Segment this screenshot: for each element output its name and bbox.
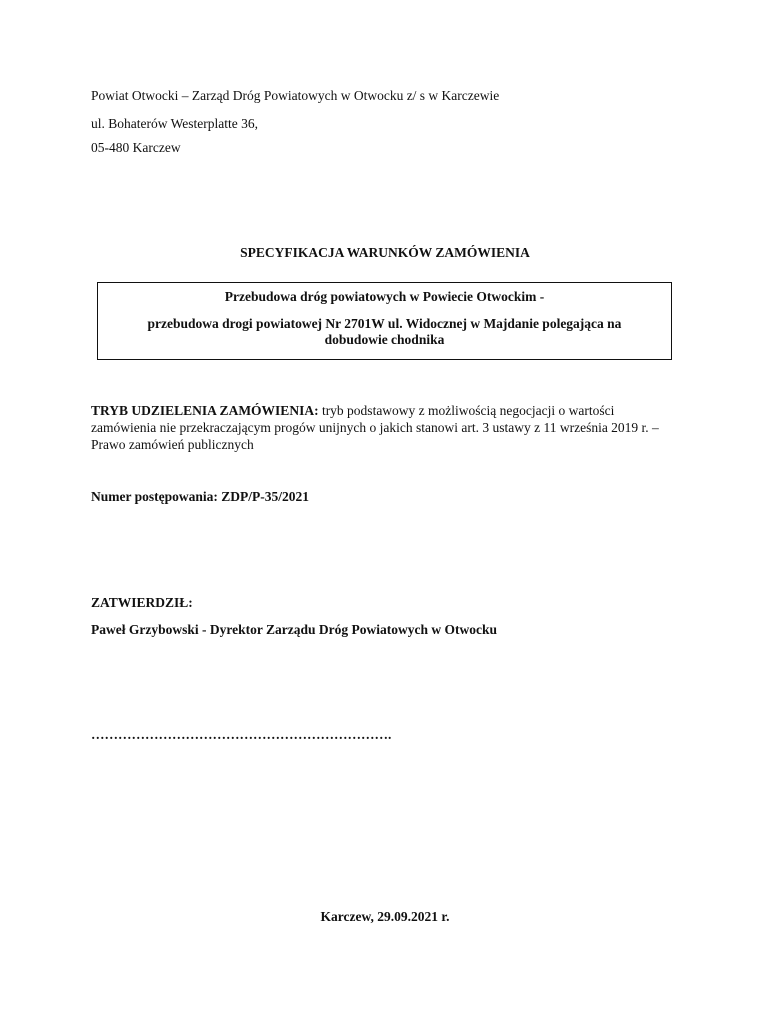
procedure-text: tryb podstawowy z możliwością negocjacji o wartości zamówienia nie przekraczającym progów unijnych o jakich stanowi art. 3 ustawy z 11 września 2019 r. – Prawo zamówień publicznych bbox=[91, 403, 659, 452]
address-line-1: Powiat Otwocki – Zarząd Dróg Powiatowych w Otwocku z/ s w Karczewie bbox=[91, 88, 500, 103]
address-line-2: ul. Bohaterów Westerplatte 36, bbox=[91, 116, 258, 131]
place-date: Karczew, 29.09.2021 r. bbox=[320, 909, 450, 924]
address-line-3: 05-480 Karczew bbox=[91, 140, 181, 155]
case-number: Numer postępowania: ZDP/P-35/2021 bbox=[91, 489, 309, 504]
subject-box bbox=[97, 282, 672, 360]
signature-line: …………………………………………………………. bbox=[91, 727, 392, 742]
approver-name: Paweł Grzybowski - Dyrektor Zarządu Dróg Powiatowych w Otwocku bbox=[91, 622, 497, 637]
procedure-paragraph bbox=[91, 402, 681, 453]
document-title: SPECYFIKACJA WARUNKÓW ZAMÓWIENIA bbox=[240, 245, 530, 260]
subject-line-2: przebudowa drogi powiatowej Nr 2701W ul. Widocznej w Majdanie polegająca na dobudowie chodnika bbox=[147, 316, 622, 347]
subject-line-1: Przebudowa dróg powiatowych w Powiecie Otwockim - bbox=[224, 289, 545, 304]
approved-label: ZATWIERDZIŁ: bbox=[91, 595, 193, 610]
procedure-label: TRYB UDZIELENIA ZAMÓWIENIA: bbox=[91, 403, 319, 418]
